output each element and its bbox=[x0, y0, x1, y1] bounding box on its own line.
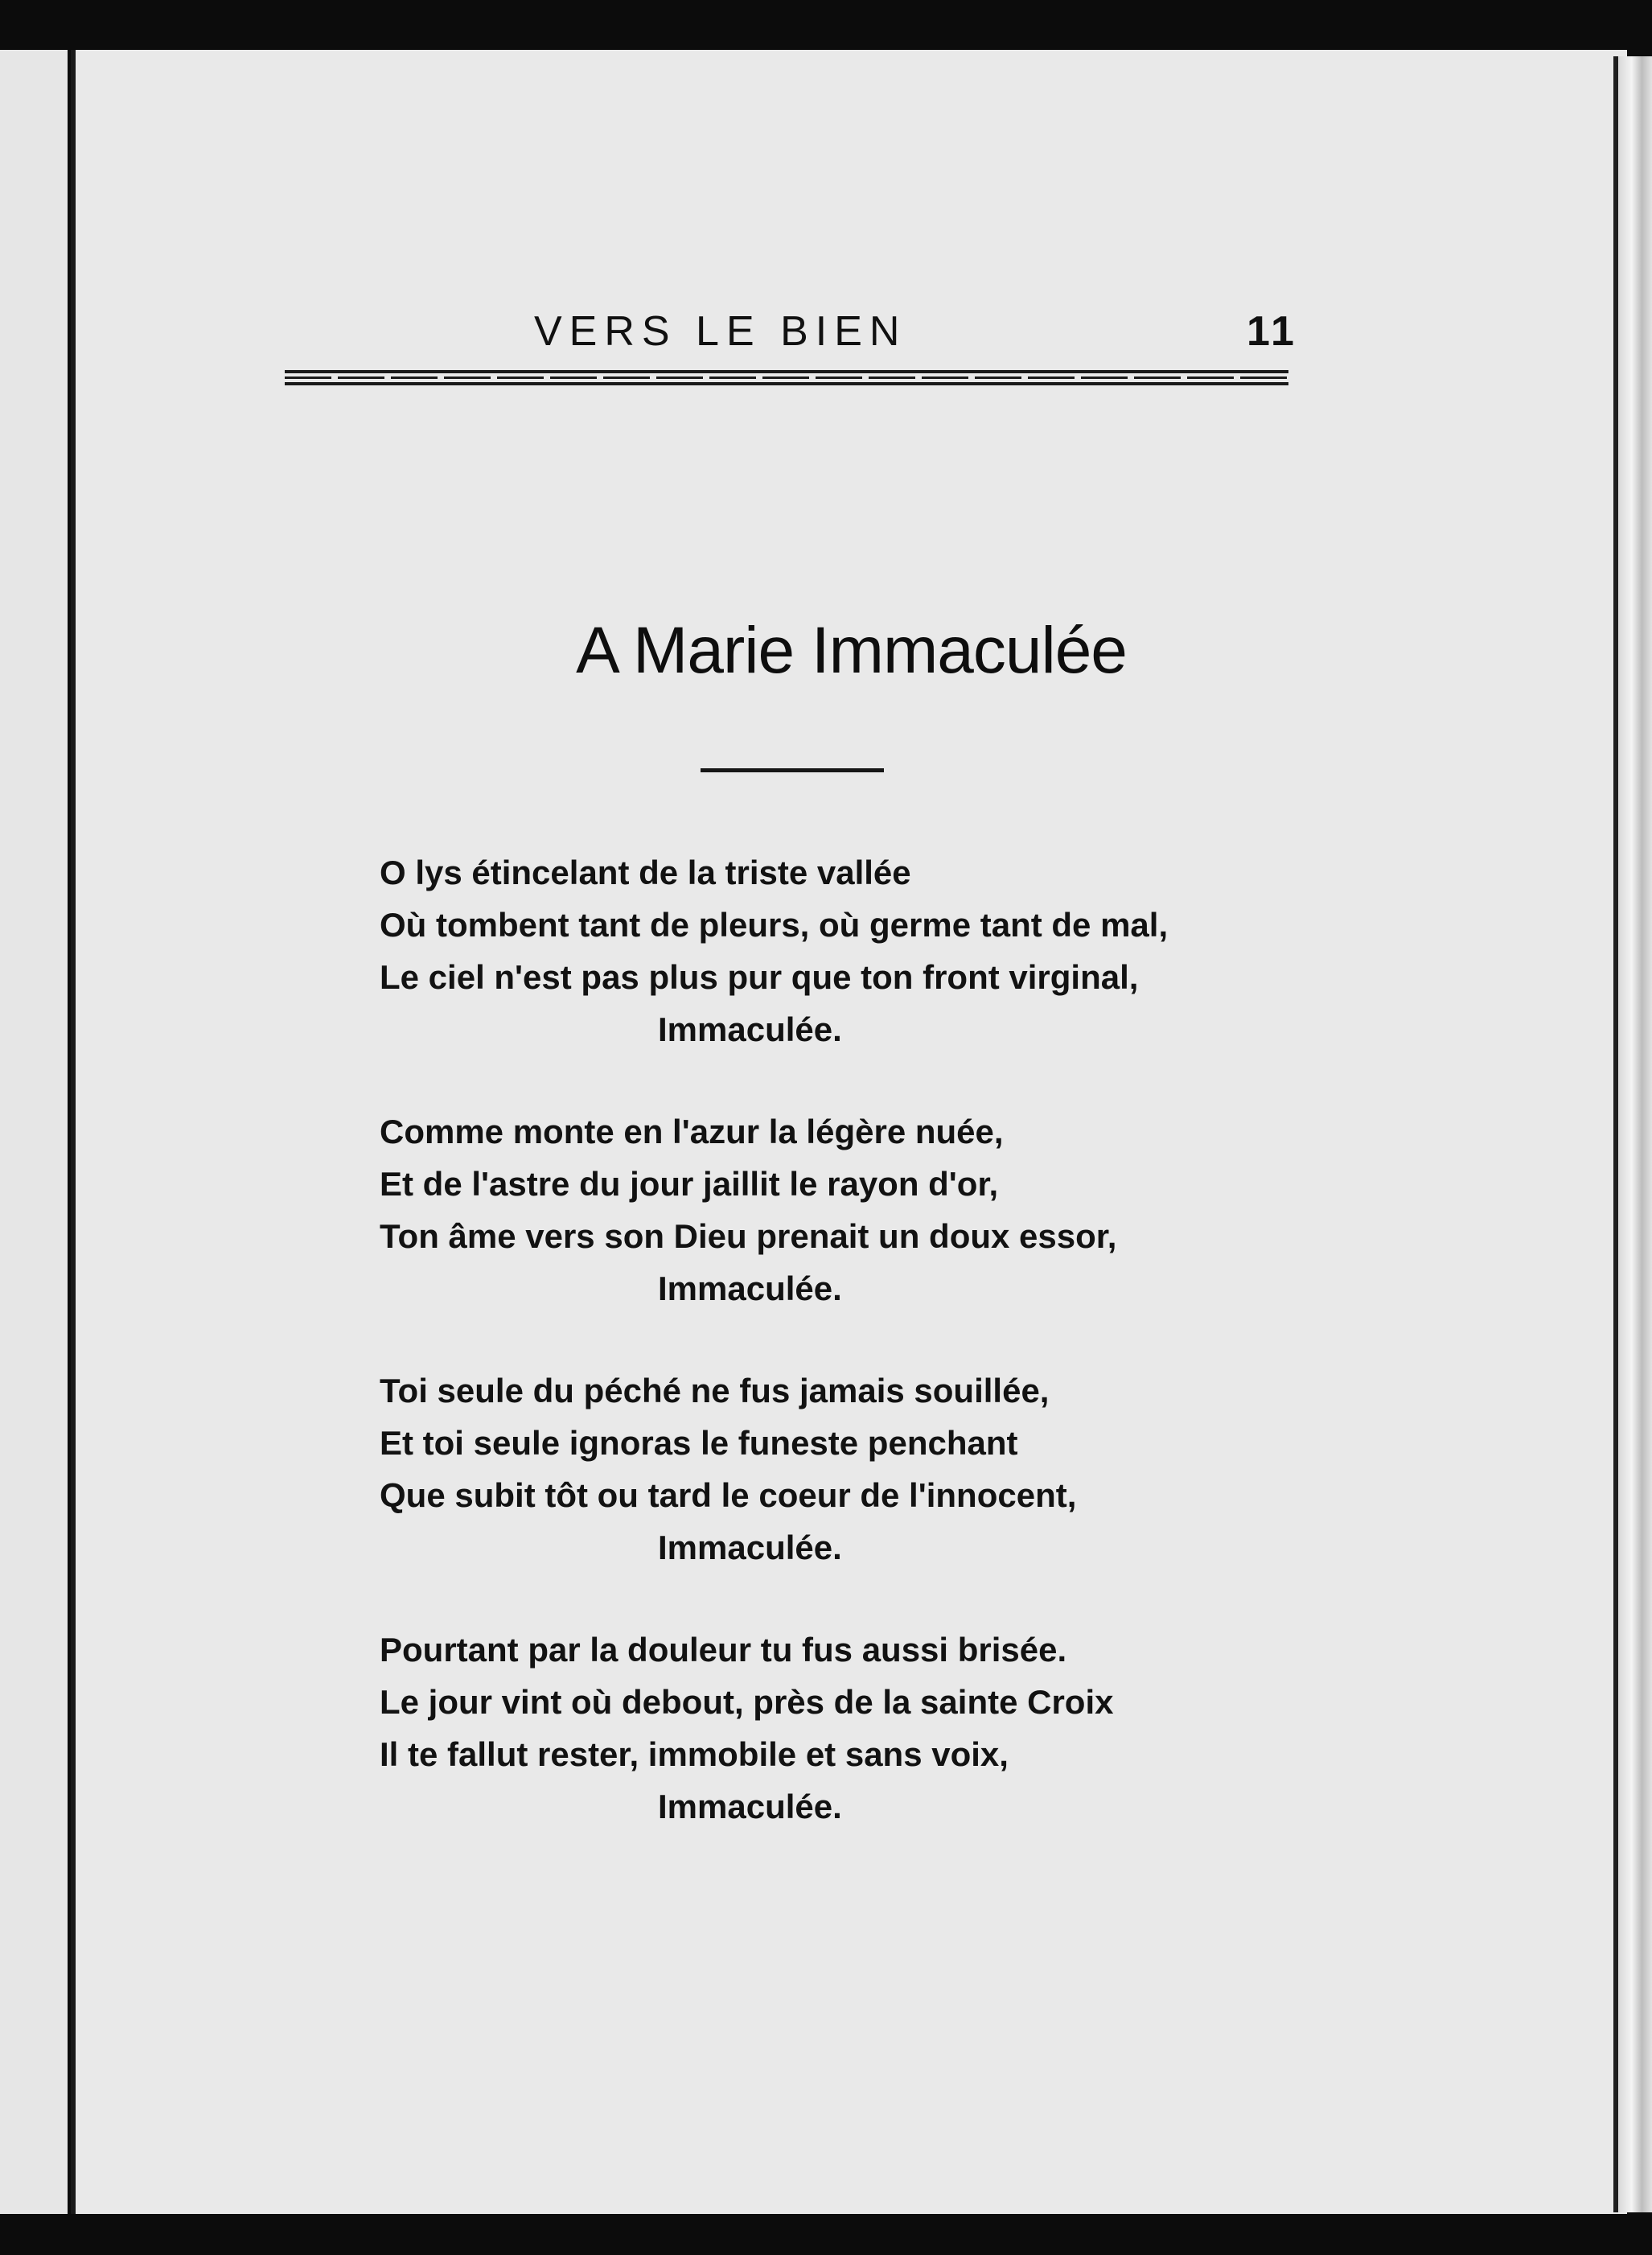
refrain-line: Immaculée. bbox=[658, 1788, 842, 1825]
page-edge-right bbox=[1613, 56, 1652, 2212]
verse-line: Et toi seule ignoras le funeste penchant bbox=[380, 1424, 1018, 1462]
stanza-3 bbox=[380, 1364, 1345, 1574]
header-ornamental-rule bbox=[285, 370, 1288, 388]
verse-line: Le ciel n'est pas plus pur que ton front virginal, bbox=[380, 958, 1139, 996]
running-head bbox=[76, 307, 1627, 356]
verse-line: Toi seule du péché ne fus jamais souillée, bbox=[380, 1372, 1050, 1409]
verse-line: Pourtant par la douleur tu fus aussi brisée. bbox=[380, 1631, 1067, 1669]
verse-line: Et de l'astre du jour jaillit le rayon d'or, bbox=[380, 1165, 999, 1203]
title-divider bbox=[701, 768, 884, 772]
previous-page-edge bbox=[0, 50, 68, 2214]
rule-line bbox=[285, 377, 1288, 379]
verse-line: Il te fallut rester, immobile et sans voix, bbox=[380, 1735, 1009, 1773]
refrain-line: Immaculée. bbox=[658, 1529, 842, 1566]
rule-line bbox=[285, 370, 1288, 373]
verse-line: Ton âme vers son Dieu prenait un doux essor, bbox=[380, 1217, 1117, 1255]
stanza-2 bbox=[380, 1105, 1345, 1315]
verse-line: Que subit tôt ou tard le coeur de l'innocent, bbox=[380, 1476, 1077, 1514]
rule-line bbox=[285, 382, 1288, 385]
poem-body bbox=[380, 846, 1345, 1883]
running-title: VERS LE BIEN bbox=[534, 308, 907, 355]
book-page bbox=[71, 50, 1627, 2214]
poem-title: A Marie Immaculée bbox=[576, 614, 1127, 687]
refrain-line: Immaculée. bbox=[658, 1010, 842, 1048]
page-number: 11 bbox=[1247, 308, 1297, 355]
verse-line: O lys étincelant de la triste vallée bbox=[380, 854, 911, 891]
stanza-1 bbox=[380, 846, 1345, 1055]
stanza-4 bbox=[380, 1623, 1345, 1833]
verse-line: Où tombent tant de pleurs, où germe tant de mal, bbox=[380, 906, 1169, 944]
verse-line: Comme monte en l'azur la légère nuée, bbox=[380, 1113, 1004, 1150]
verse-line: Le jour vint où debout, près de la sainte Croix bbox=[380, 1683, 1114, 1721]
refrain-line: Immaculée. bbox=[658, 1269, 842, 1307]
